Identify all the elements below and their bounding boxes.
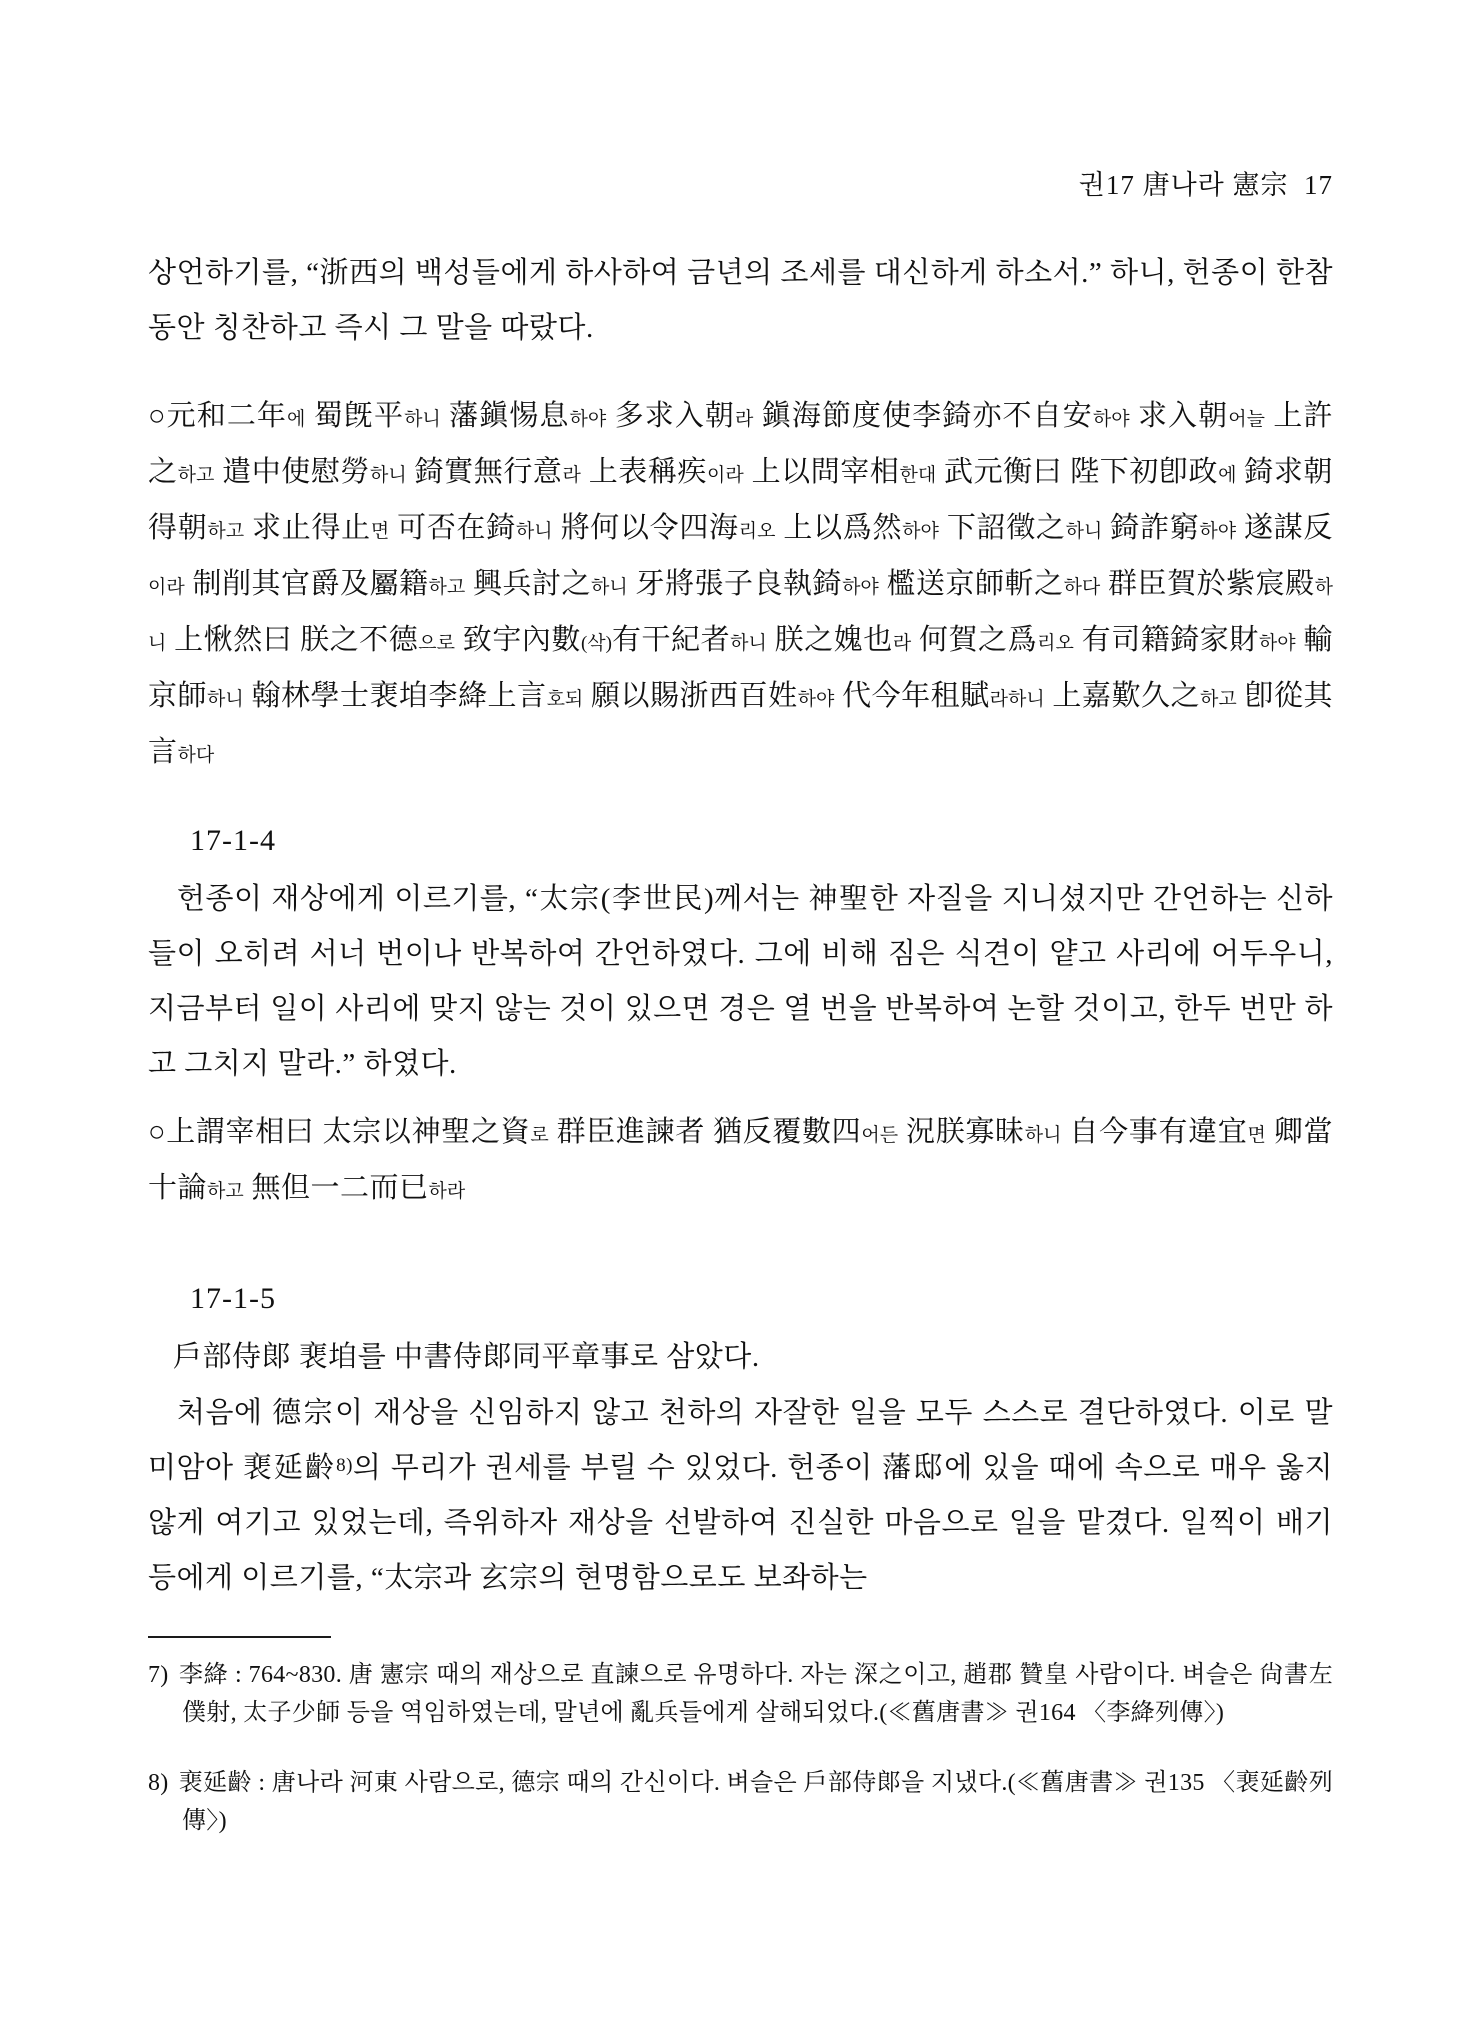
gugyeol-particle: 호되 [546, 689, 584, 710]
gugyeol-particle: 어든 [861, 1125, 899, 1146]
gugyeol-particle: 이라 [148, 577, 185, 598]
gugyeol-particle: 하니 [207, 689, 244, 710]
gugyeol-particle: 하고 [428, 577, 466, 598]
gugyeol-particle: 라하니 [989, 689, 1045, 710]
gugyeol-particle: 하라 [428, 1181, 466, 1202]
gugyeol-particle: 하다 [1063, 577, 1101, 598]
gugyeol-particle: 면 [1247, 1125, 1266, 1146]
footnote-7-number: 7) [148, 1662, 169, 1688]
footnote-7-text: 李絳 : 764~830. 唐 憲宗 때의 재상으로 直諫으로 유명하다. 자는 深之이고, 趙郡 贊皇 사람이다. 벼슬은 尙書左僕射, 太子少師 등을 역임하였는데, 말년에 亂兵들에게 살해되었다.(≪舊唐書≫ 권164 〈李絳列傳〉) [178, 1662, 1333, 1726]
gugyeol-particle: 라 [562, 465, 581, 486]
hanmun-block-1: ○元和二年에 蜀旣平하니 藩鎭惕息하야 多求入朝라 鎭海節度使李錡亦不自安하야 求入朝어늘 上許之하고 遣中使慰勞하니 錡實無行意라 上表稱疾이라 上以問宰相한대 武元衡曰 陛下初卽政에 錡求朝得朝하고 求止得止면 可否在錡하니 將何以令四海리오 上以爲然하야 下詔徵之하니 錡詐窮하야 遂謀反이라 制削其官爵及屬籍하고 興兵討之하니 牙將張子良執錡하야 檻送京師斬之하다 群臣賀於紫宸殿하니 上愀然曰 朕之不德으로 致宇內數(삭)有干紀者하니 朕之媿也라 何賀之爲리오 有司籍錡家財하야 輸京師하니 翰林學士裵垍李絳上言호되 願以賜浙西百姓하야 代今年租賦라하니 上嘉歎久之하고 卽從其言하다 [148, 400, 1333, 768]
section-heading-17-1-4: 17-1-4 [190, 824, 276, 857]
translation-paragraph-17-1-5-b: 처음에 德宗이 재상을 신임하지 않고 천하의 자잘한 일을 모두 스스로 결단하였다. 이로 말미암아 裵延齡$^{8)}$의 무리가 권세를 부릴 수 있었다. 헌종이 藩邸에 있을 때에 속으로 매우 옳지 않게 여기고 있었는데, 즉위하자 재상을 선발하여 진실한 마음으로 일을 맡겼다. 일찍이 배기 등에게 이르기를, “太宗과 玄宗의 현명함으로도 보좌하는 [148, 1397, 1333, 1594]
gugyeol-particle: (삭) [580, 633, 612, 654]
gugyeol-particle: 라 [735, 409, 754, 430]
gugyeol-particle: 으로 [418, 633, 455, 654]
gugyeol-particle: 어늘 [1228, 409, 1265, 430]
page-content [148, 0, 1333, 2024]
gugyeol-particle: 하고 [207, 521, 245, 542]
gugyeol-particle: 로 [530, 1125, 549, 1146]
gugyeol-particle: 하니 [515, 521, 553, 542]
gugyeol-particle: 하니 [1065, 521, 1103, 542]
gugyeol-particle: 하야 [842, 577, 879, 598]
gugyeol-particle: 하야 [1092, 409, 1130, 430]
translation-paragraph-continued: 상언하기를, “浙西의 백성들에게 하사하여 금년의 조세를 대신하게 하소서.” 하니, 헌종이 한참 동안 칭찬하고 즉시 그 말을 따랐다. [148, 257, 1333, 344]
footnote-8-text: 裵延齡 : 唐나라 河東 사람으로, 德宗 때의 간신이다. 벼슬은 戶部侍郞을 지냈다.(≪舊唐書≫ 권135 〈裵延齡列傳〉) [178, 1770, 1333, 1834]
gugyeol-particle: 에 [1218, 465, 1237, 486]
gugyeol-particle: 하니 [730, 633, 767, 654]
running-header: 권17 唐나라 憲宗 17 [1078, 170, 1333, 200]
hanmun-block-2: ○上謂宰相曰 太宗以神聖之資로 群臣進諫者 猶反覆數四어든 況朕寡昧하니 自今事有違宜면 卿當十論하고 無但一二而已하라 [148, 1116, 1333, 1204]
gugyeol-particle: 하니 [1024, 1125, 1062, 1146]
gugyeol-particle: 하고 [177, 465, 215, 486]
gugyeol-particle: 하니 [148, 577, 1333, 654]
footnote-separator-rule [148, 1636, 331, 1638]
gugyeol-particle: 하니 [591, 577, 628, 598]
translation-paragraph-17-1-5-a: 戶部侍郞 裵垍를 中書侍郞同平章事로 삼았다. [173, 1341, 760, 1373]
footnote-reference: 8) [336, 1455, 353, 1476]
gugyeol-particle: 한대 [899, 465, 937, 486]
gugyeol-particle: 하야 [902, 521, 939, 542]
gugyeol-particle: 하다 [177, 745, 215, 766]
footnote-8 [148, 1764, 1333, 1840]
gugyeol-particle: 하야 [569, 409, 607, 430]
section-heading-17-1-5: 17-1-5 [190, 1282, 276, 1315]
gugyeol-particle: 하니 [404, 409, 441, 430]
gugyeol-particle: 리오 [738, 521, 776, 542]
gugyeol-particle: 이라 [707, 465, 744, 486]
gugyeol-particle: 면 [370, 521, 390, 542]
gugyeol-particle: 에 [287, 409, 306, 430]
gugyeol-particle: 하야 [1199, 521, 1237, 542]
gugyeol-particle: 하고 [1199, 689, 1237, 710]
gugyeol-particle: 하야 [1258, 633, 1296, 654]
gugyeol-particle: 하야 [797, 689, 835, 710]
footnote-7 [148, 1656, 1333, 1732]
footnote-8-number: 8) [148, 1770, 169, 1796]
gugyeol-particle: 하고 [207, 1181, 244, 1202]
gugyeol-particle: 하니 [370, 465, 407, 486]
translation-paragraph-17-1-4: 헌종이 재상에게 이르기를, “太宗(李世民)께서는 神聖한 자질을 지니셨지만 간언하는 신하들이 오히려 서너 번이나 반복하여 간언하였다. 그에 비해 짐은 식견이 얕고 사리에 어두우니, 지금부터 일이 사리에 맞지 않는 것이 있으면 경은 열 번을 반복하여 논할 것이고, 한두 번만 하고 그치지 말라.” 하였다. [148, 883, 1333, 1080]
gugyeol-particle: 라 [892, 633, 912, 654]
gugyeol-particle: 리오 [1037, 633, 1074, 654]
